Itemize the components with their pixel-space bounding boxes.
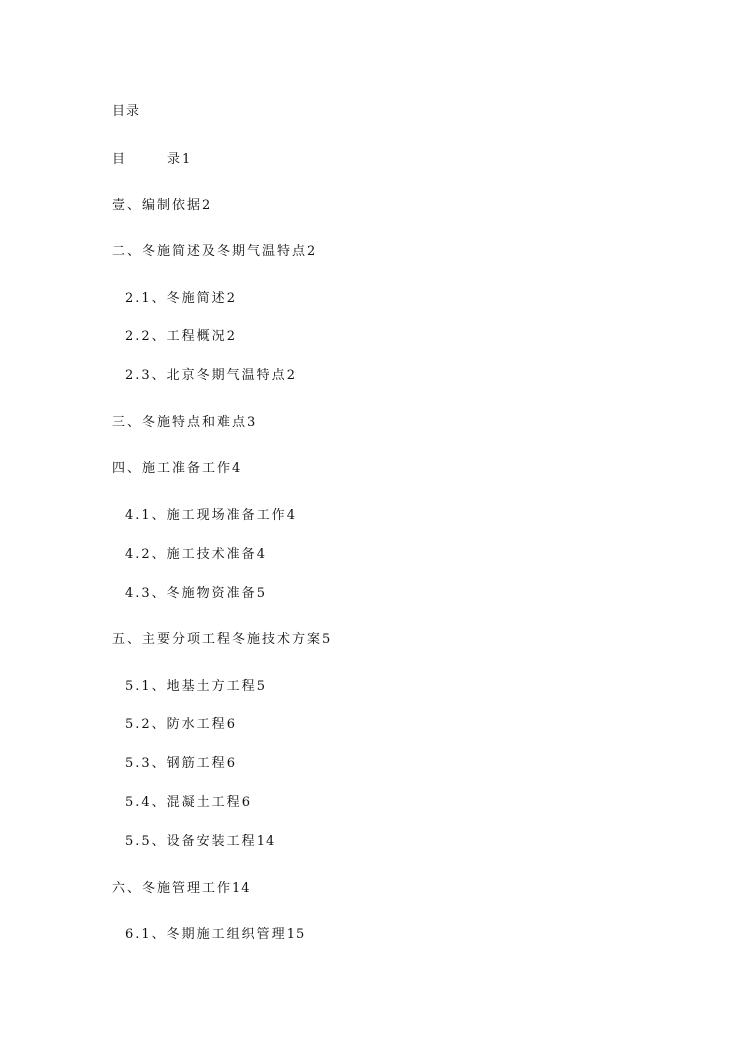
- toc-entry-label: 2.3、北京冬期气温特点: [125, 368, 287, 383]
- toc-page-number: 2: [307, 244, 317, 259]
- toc-title-right: 录: [167, 152, 183, 167]
- toc-entry-label: 二、冬施简述及冬期气温特点: [112, 244, 308, 259]
- toc-page-number: 15: [286, 927, 306, 942]
- toc-page-number: 4: [286, 508, 296, 523]
- toc-page-number: 5: [256, 679, 266, 694]
- toc-entry-label: 5.1、地基土方工程: [125, 679, 257, 694]
- toc-entry[interactable]: [112, 877, 251, 896]
- toc-page-number: 1: [182, 152, 192, 167]
- toc-page-number: 5: [322, 632, 332, 647]
- toc-page-number: 2: [226, 329, 236, 344]
- toc-entry-label: 2.2、工程概况: [125, 329, 227, 344]
- toc-page-number: 5: [256, 586, 266, 601]
- toc-entry[interactable]: [112, 194, 211, 213]
- toc-entry[interactable]: [112, 628, 331, 647]
- toc-page-number: 14: [256, 834, 276, 849]
- toc-page-number: 4: [232, 461, 242, 476]
- toc-entry[interactable]: [125, 364, 296, 383]
- toc-entry-label: 五、主要分项工程冬施技术方案: [112, 632, 323, 647]
- toc-entry[interactable]: [125, 752, 236, 771]
- toc-title-entry[interactable]: [112, 148, 191, 167]
- toc-entry[interactable]: [125, 830, 275, 849]
- toc-entry-label: 2.1、冬施简述: [125, 291, 227, 306]
- toc-entry[interactable]: [125, 582, 266, 601]
- toc-entry-label: 5.2、防水工程: [125, 717, 227, 732]
- toc-entry-label: 4.3、冬施物资准备: [125, 586, 257, 601]
- toc-entry-label: 4.2、施工技术准备: [125, 547, 257, 562]
- toc-page-number: 6: [226, 717, 236, 732]
- toc-page-number: 2: [202, 198, 212, 213]
- page-heading: 目录: [112, 104, 141, 119]
- toc-title-left: 目: [112, 152, 128, 167]
- toc-entry[interactable]: [125, 504, 296, 523]
- toc-entry[interactable]: [112, 240, 316, 259]
- toc-entry[interactable]: [125, 791, 251, 810]
- toc-page-number: 3: [247, 415, 257, 430]
- toc-entry-label: 四、施工准备工作: [112, 461, 233, 476]
- toc-entry[interactable]: [125, 543, 266, 562]
- toc-page-number: 6: [241, 795, 251, 810]
- toc-entry[interactable]: [112, 411, 256, 430]
- toc-entry[interactable]: [125, 675, 266, 694]
- toc-page-number: 4: [256, 547, 266, 562]
- toc-entry[interactable]: [125, 325, 236, 344]
- toc-entry-label: 三、冬施特点和难点: [112, 415, 248, 430]
- toc-entry-label: 5.4、混凝土工程: [125, 795, 242, 810]
- toc-entry[interactable]: [112, 457, 241, 476]
- toc-page-number: 14: [232, 881, 251, 896]
- toc-entry[interactable]: [125, 923, 305, 942]
- toc-entry[interactable]: [125, 713, 236, 732]
- toc-entry-label: 壹、编制依据: [112, 198, 203, 213]
- toc-entry-label: 4.1、施工现场准备工作: [125, 508, 287, 523]
- toc-entry-label: 6.1、冬期施工组织管理: [125, 927, 287, 942]
- toc-entry[interactable]: [125, 287, 236, 306]
- toc-entry-label: 5.3、钢筋工程: [125, 756, 227, 771]
- toc-page-number: 2: [226, 291, 236, 306]
- toc-entry-label: 六、冬施管理工作: [112, 881, 233, 896]
- toc-page-number: 6: [226, 756, 236, 771]
- toc-entry-label: 5.5、设备安装工程: [125, 834, 257, 849]
- toc-page-number: 2: [286, 368, 296, 383]
